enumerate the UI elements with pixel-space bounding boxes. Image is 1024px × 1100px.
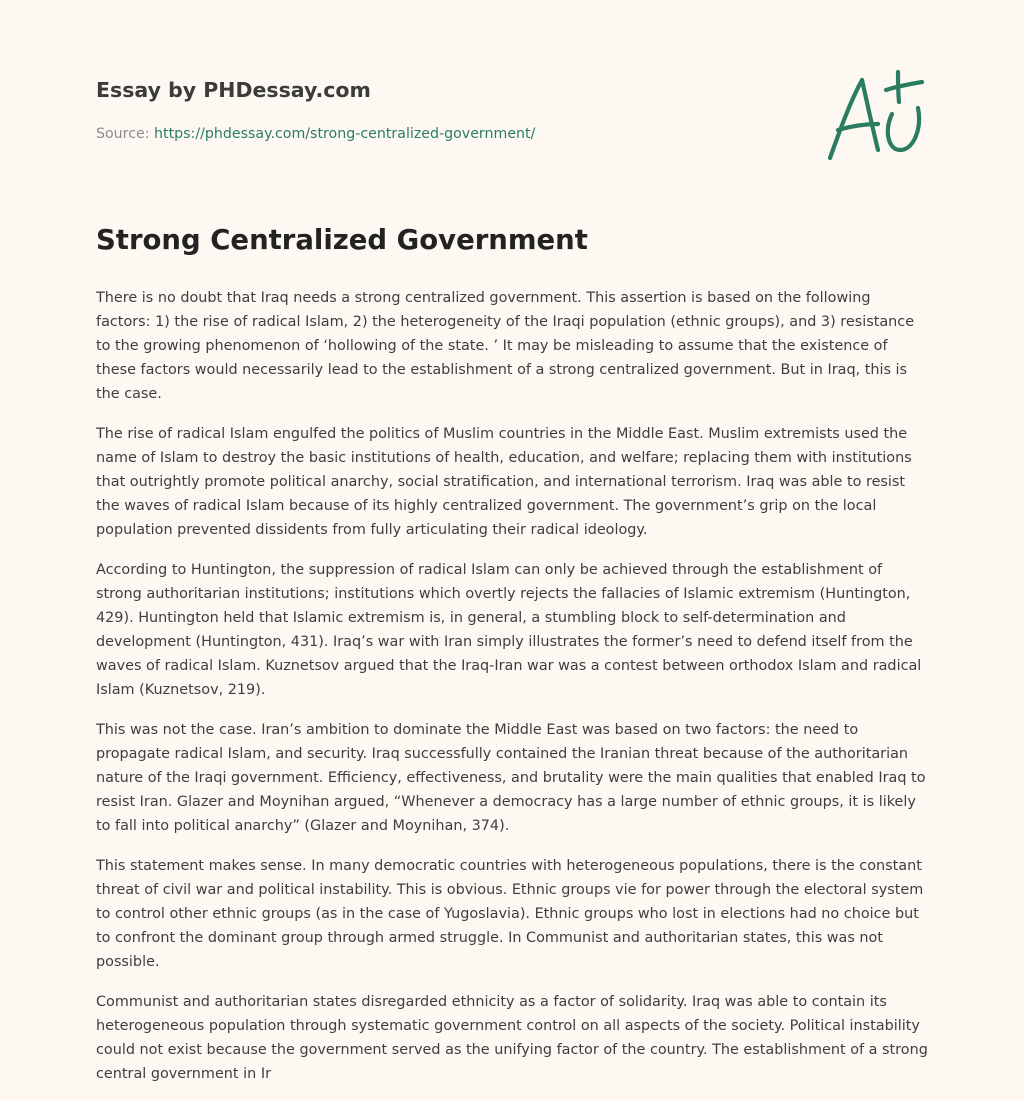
site-name: Essay by PHDessay.com [96, 78, 371, 102]
source-line [96, 126, 535, 142]
article-paragraph: Communist and authoritarian states disregarded ethnicity as a factor of solidarity. Iraq was able to contain its heterogeneous population through systematic government control on all aspects of the society. Political instability could not exist because the government served as the unifying factor of the country. The establishment of a strong central government in Ir [96, 994, 928, 1082]
article-body [96, 286, 928, 1100]
article-paragraph: According to Huntington, the suppression of radical Islam can only be achieved through the establishment of strong authoritarian institutions; institutions which overtly rejects the fallacies of Islamic extremism (Huntington, 429). Huntington held that Islamic extremism is, in general, a stumbling block to self-determination and development (Huntington, 431). Iraq’s war with Iran simply illustrates the former’s need to defend itself from the waves of radical Islam. Kuznetsov argued that the Iraq-Iran war was a contest between orthodox Islam and radical Islam (Kuznetsov, 219). [96, 562, 922, 698]
source-link[interactable]: https://phdessay.com/strong-centralized-government/ [154, 126, 536, 142]
source-label: Source: [96, 126, 155, 142]
article-title: Strong Centralized Government [96, 224, 588, 256]
page-header [96, 74, 926, 174]
article-paragraph: This was not the case. Iran’s ambition to dominate the Middle East was based on two factors: the need to propagate radical Islam, and security. Iraq successfully contained the Iranian threat because of the authoritarian nature of the Iraqi government. Efficiency, effectiveness, and brutality were the main qualities that enabled Iraq to resist Iran. Glazer and Moynihan argued, “Whenever a democracy has a large number of ethnic groups, it is likely to fall into political anarchy” (Glazer and Moynihan, 374). [96, 722, 926, 834]
a-plus-logo-graphic [826, 68, 926, 164]
article-paragraph: There is no doubt that Iraq needs a strong centralized government. This assertion is based on the following factors: 1) the rise of radical Islam, 2) the heterogeneity of the Iraqi population (ethnic groups), and 3) resistance to the growing phenomenon of ‘hollowing of the state. ’ It may be misleading to assume that the existence of these factors would necessarily lead to the establishment of a strong centralized government. But in Iraq, this is the case. [96, 290, 915, 402]
article-paragraph: This statement makes sense. In many democratic countries with heterogeneous populations, there is the constant threat of civil war and political instability. This is obvious. Ethnic groups vie for power through the electoral system to control other ethnic groups (as in the case of Yugoslavia). Ethnic groups who lost in elections had no choice but to confront the dominant group through armed struggle. In Communist and authoritarian states, this was not possible. [96, 858, 924, 970]
a-plus-grade-icon [826, 68, 926, 164]
article-paragraph: The rise of radical Islam engulfed the politics of Muslim countries in the Middle East. Muslim extremists used the name of Islam to destroy the basic institutions of health, education, and welfare; replacing them with institutions that outrightly promote political anarchy, social stratification, and international terrorism. Iraq was able to resist the waves of radical Islam because of its highly centralized government. The government’s grip on the local population prevented dissidents from fully articulating their radical ideology. [96, 426, 912, 538]
